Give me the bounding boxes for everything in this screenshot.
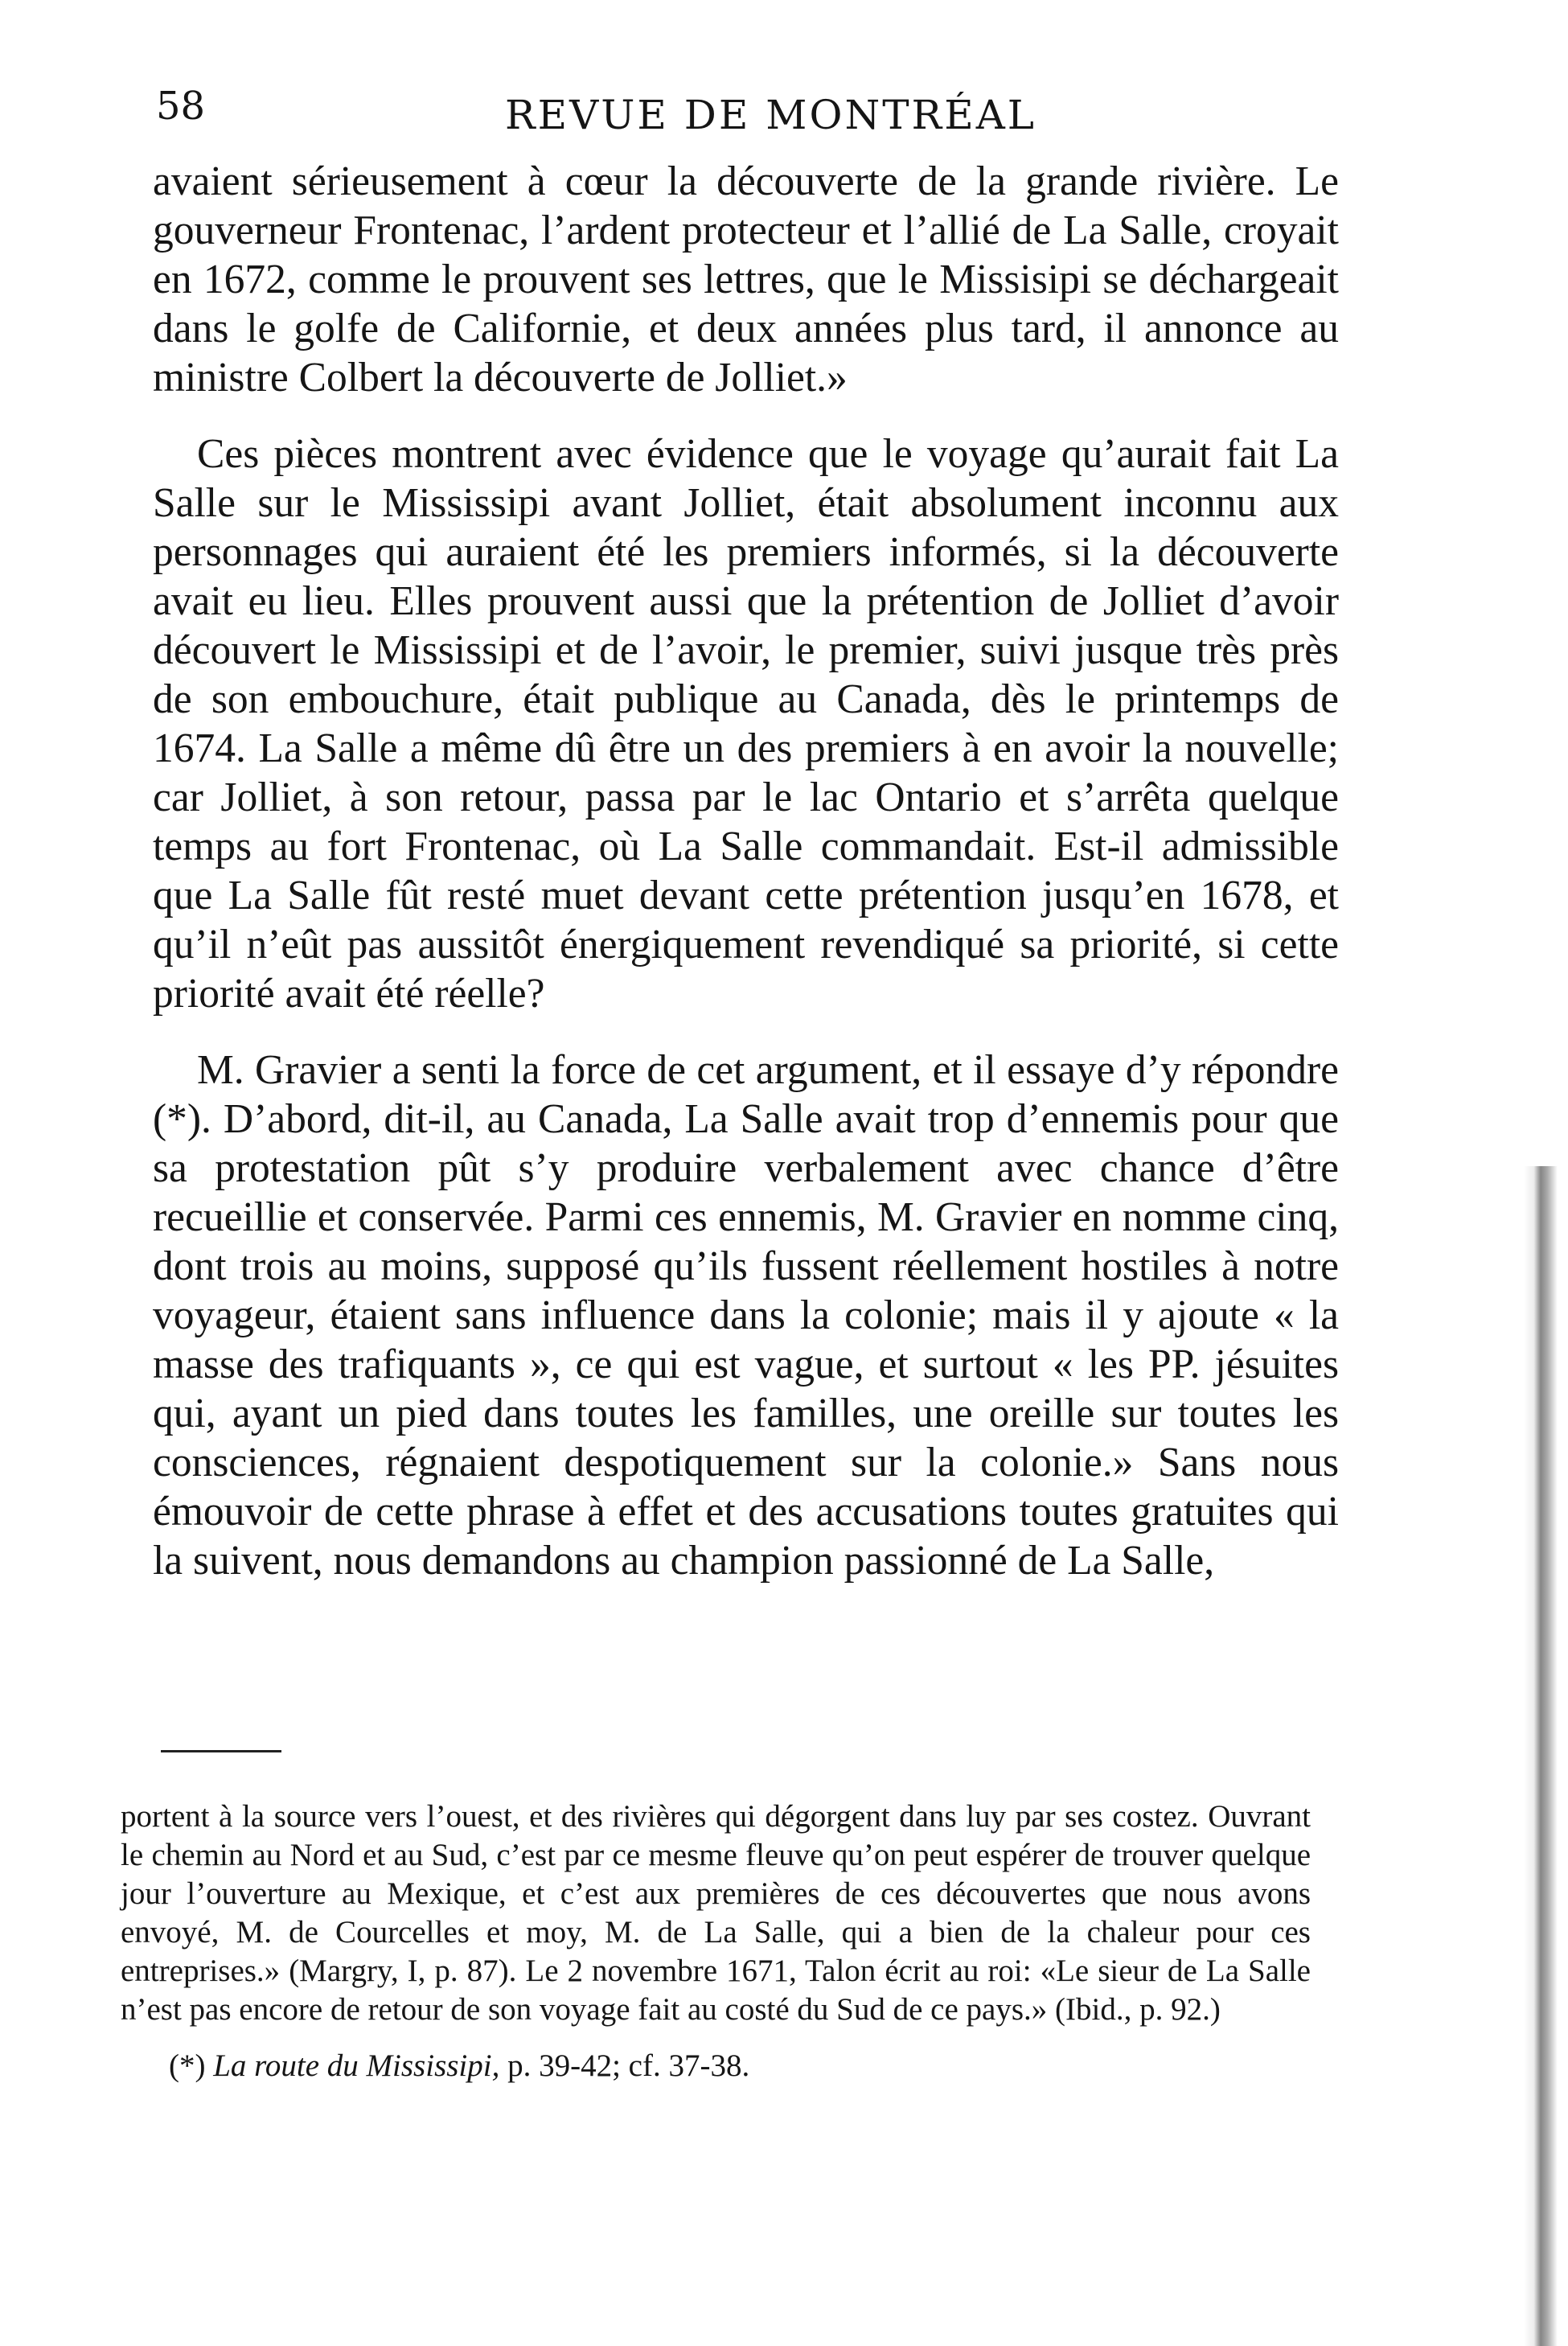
running-title: REVUE DE MONTRÉAL [505, 92, 1037, 138]
paragraph: M. Gravier a senti la force de cet argument, et il essaye d’y répondre (*). D’abord, dit-il, au Canada, La Salle avait trop d’ennemis pour que sa protestation pût s’y produire verbalement avec chance d’être recueillie et conservée. Parmi ces ennemis, M. Gravier en nomme cinq, dont trois au moins, supposé qu’ils fussent réellement hostiles à notre voyageur, étaient sans influence dans la colonie; mais il y ajoute « la masse des trafiquants », ce qui est vague, et surtout « les PP. jésuites qui, ayant un pied dans toutes les familles, une oreille sur toutes les consciences, régnaient despotiquement sur la colonie.» Sans nous émouvoir de cette phrase à effet et des accusations toutes gratuites qui la suivent, nous demandons au champion passionné de La Salle, [153, 1047, 1339, 1584]
page-number: 58 [156, 84, 206, 129]
footnotes [121, 1798, 1311, 2085]
footnote-continued: portent à la source vers l’ouest, et des rivières qui dégorgent dans luy par ses costez. Ouvrant le chemin au Nord et au Sud, c’est par ce mesme fleuve qu’on peut espérer de trouver quelque jour l’ouverture au Mexique, et c’est aux premières de ces découvertes que nous avons envoyé, M. de Courcelles et moy, M. de La Salle, qui a bien de la chaleur pour ces entreprises.» (Margry, I, p. 87). Le 2 novembre 1671, Talon écrit au roi: «Le sieur de La Salle n’est pas encore de retour de son voyage fait au costé du Sud de ce pays.» (Ibid., p. 92.) [121, 1799, 1311, 2027]
paragraph-continuation: avaient sérieusement à cœur la découverte de la grande rivière. Le gouverneur Frontenac, l’ardent protecteur et l’allié de La Salle, croyait en 1672, comme le prouvent ses lettres, que le Missisipi se déchargeait dans le golfe de Californie, et deux années plus tard, il annonce au ministre Colbert la découverte de Jolliet.» [153, 158, 1339, 401]
footnote-marker: (*) [169, 2048, 206, 2083]
binding-edge [1524, 1166, 1558, 2346]
page-header [151, 74, 1357, 146]
paragraph: Ces pièces montrent avec évidence que le voyage qu’aurait fait La Salle sur le Mississipi avant Jolliet, était absolument inconnu aux personnages qui auraient été les premiers informés, si la découverte avait eu lieu. Elles prouvent aussi que la prétention de Jolliet d’avoir découvert le Mississipi et de l’avoir, le premier, suivi jusque très près de son embouchure, était publique au Canada, dès le printemps de 1674. La Salle a même dû être un des premiers à en avoir la nouvelle; car Jolliet, à son retour, passa par le lac Ontario et s’arrêta quelque temps au fort Frontenac, où La Salle commandait. Est-il admissible que La Salle fût resté muet devant cette prétention jusqu’en 1678, et qu’il n’eût pas aussitôt énergiquement revendiqué sa priorité, si cette priorité avait été réelle? [153, 431, 1339, 1017]
footnote-reference: p. 39-42; cf. 37-38. [507, 2048, 750, 2083]
footnote-rule [161, 1750, 281, 1752]
footnote [121, 2047, 1311, 2085]
body-text [153, 157, 1339, 1585]
footnote-title: La route du Mississipi, [213, 2048, 500, 2083]
